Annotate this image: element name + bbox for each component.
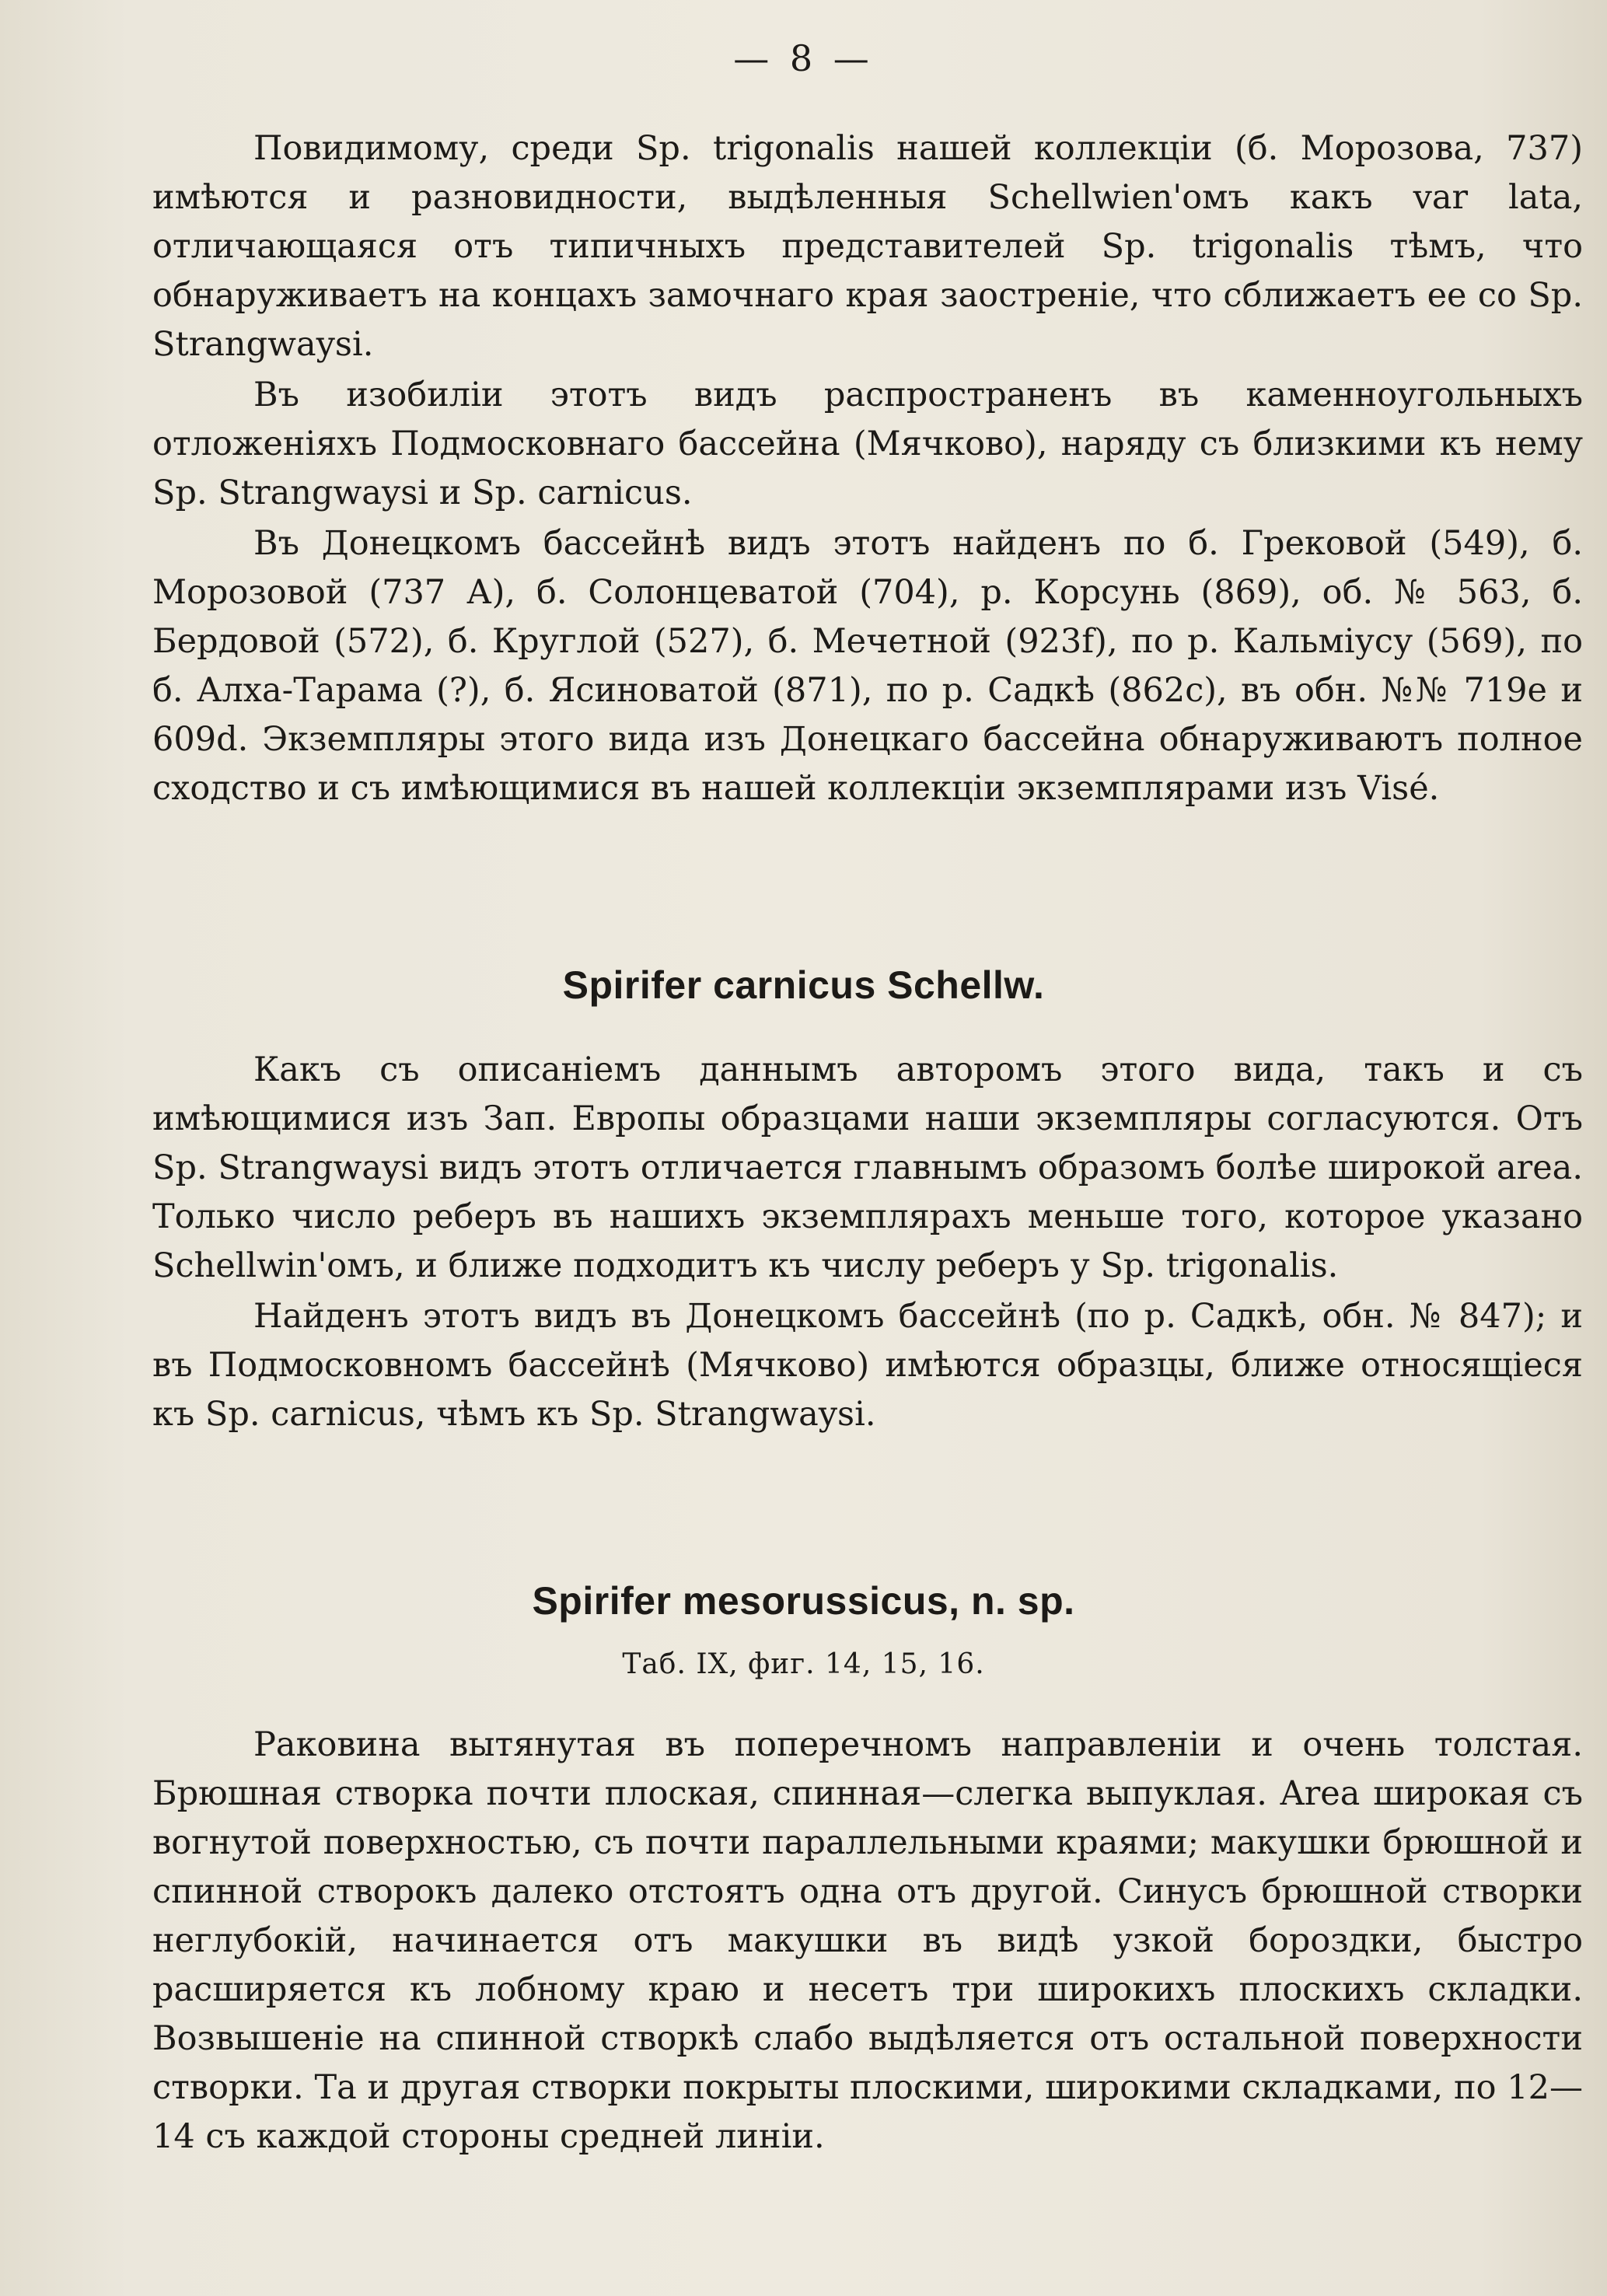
- paragraph: Повидимому, среди Sp. trigonalis нашей коллекціи (б. Морозова, 737) имѣются и разновидности, выдѣленныя Schellwien'омъ какъ var lata, отличающаяся отъ типичныхъ представителей Sp. trigonalis тѣмъ, что обнаруживаетъ на концахъ замочнаго края заостреніе, что сближаетъ ее со Sp. Strangwaysi.: [152, 129, 1583, 364]
- section-heading-mesorussicus: Spirifer mesorussicus, n. sp.: [532, 1579, 1075, 1623]
- plate-reference: Таб. IX, фиг. 14, 15, 16.: [622, 1648, 985, 1680]
- section-carnicus-text: [152, 1046, 1583, 1439]
- paragraph: Найденъ этотъ видъ въ Донецкомъ бассейнѣ (по р. Садкѣ, обн. № 847); и въ Подмосковномъ бассейнѣ (Мячково) имѣются образцы, ближе относящіеся къ Sp. carnicus, чѣмъ къ Sp. Strangwaysi.: [152, 1297, 1583, 1434]
- paragraph: Какъ съ описаніемъ даннымъ авторомъ этого вида, такъ и съ имѣющимися изъ Зап. Европы образцами наши экземпляры согласуются. Отъ Sp. Strangwaysi видъ этотъ отличается главнымъ образомъ болѣе широкой area. Только число реберъ въ нашихъ экземплярахъ меньше того, которое указано Schellwin'омъ, и ближе подходитъ къ числу реберъ у Sp. trigonalis.: [152, 1050, 1583, 1285]
- section-heading-carnicus: Spirifer carnicus Schellw.: [562, 963, 1045, 1007]
- paragraph: Въ Донецкомъ бассейнѣ видъ этотъ найденъ по б. Грековой (549), б. Морозовой (737 А), б. Солонцеватой (704), р. Корсунь (869), об. № 563, б. Бердовой (572), б. Круглой (527), б. Мечетной (923f), по р. Кальміусу (569), по б. Алха-Тарама (?), б. Ясиноватой (871), по р. Садкѣ (862с), въ обн. №№ 719е и 609d. Экземпляры этого вида изъ Донецкаго бассейна обнаруживаютъ полное сходство и съ имѣющимися въ нашей коллекціи экземплярами изъ Visé.: [152, 524, 1583, 808]
- section-mesorussicus-text: [152, 1721, 1583, 2161]
- page-number: — 8 —: [733, 37, 874, 79]
- paragraph: Въ изобиліи этотъ видъ распространенъ въ каменноугольныхъ отложеніяхъ Подмосковнаго бассейна (Мячково), наряду съ близкими къ нему Sp. Strangwaysi и Sp. carnicus.: [152, 376, 1583, 512]
- section-trigonalis-text: [152, 124, 1583, 813]
- paragraph: Раковина вытянутая въ поперечномъ направленіи и очень толстая. Брюшная створка почти плоская, спинная—слегка выпуклая. Area широкая съ вогнутой поверхностью, съ почти параллельными краями; макушки брюшной и спинной створокъ далеко отстоятъ одна отъ другой. Синусъ брюшной створки неглубокій, начинается отъ макушки въ видѣ узкой бороздки, быстро расширяется къ лобному краю и несетъ три широкихъ плоскихъ складки. Возвышеніе на спинной створкѣ слабо выдѣляется отъ остальной поверхности створки. Та и другая створки покрыты плоскими, широкими складками, по 12—14 съ каждой стороны средней линіи.: [152, 1725, 1583, 2156]
